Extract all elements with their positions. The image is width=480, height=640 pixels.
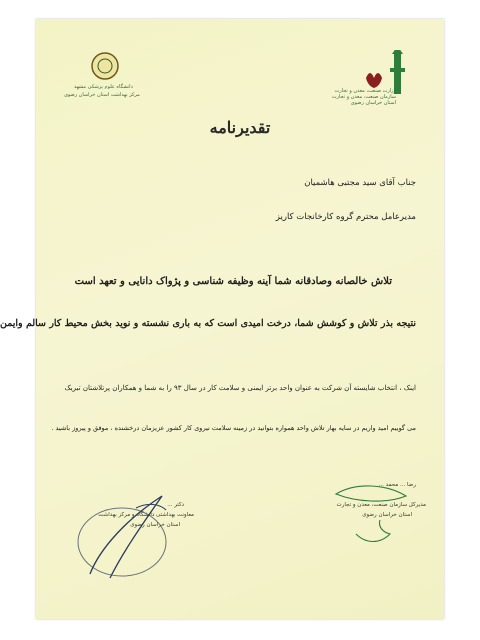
right-signature-stamp <box>326 476 476 566</box>
right-signer-title: مدیرکل سازمان صنعت، معدن و تجارت <box>336 502 426 508</box>
left-signer-name: دکتر ... <box>167 502 184 508</box>
recipient-name: جناب آقای سید مجتبی هاشمیان <box>304 178 416 188</box>
right-org-line3: استان خراسان رضوی <box>350 100 396 106</box>
left-org-line2: مرکز بهداشت استان خراسان رضوی <box>64 92 140 98</box>
body-line-2: نتیجه بذر تلاش و کوشش شما، درخت امیدی است که به باری نشسته و نوید بخش محیط کار سالم وایمن <box>0 318 416 329</box>
body-line-3: اینک ، انتخاب شایسته آن شرکت به عنوان واحد برتر ایمنی و سلامت کار در سال ۹۳ را به شما و همکاران پرتلاشتان تبریک <box>64 384 416 392</box>
right-signer-name: رضا ... محمد ... <box>378 482 416 488</box>
left-signer-title: معاونت بهداشتی دانشگاه و مرکز بهداشت <box>98 512 194 518</box>
left-signature-block <box>66 488 216 568</box>
right-signer-province: استان خراسان رضوی <box>362 512 412 518</box>
left-org-line1: دانشگاه علوم پزشکی مشهد <box>74 84 133 90</box>
certificate-title: تقدیرنامه <box>209 118 271 137</box>
ministry-logo <box>331 50 416 110</box>
left-signature-stamp <box>66 488 216 588</box>
right-signature-block <box>326 476 476 556</box>
body-line-4: می گوییم امید واریم در سایه بهار تلاش واحد همواره بتوانید در زمینه سلامت نیروی کار کشور عزیزمان درخشنده ، موفق و پیروز باشید . <box>51 424 416 432</box>
body-line-1: تلاش خالصانه وصادقانه شما آینه وظیفه شناسی و پژواک دانایی و تعهد است <box>74 276 392 287</box>
left-signer-province: استان خراسان رضوی <box>130 522 180 528</box>
recipient-position: مدیرعامل محترم گروه کارخانجات کاریز <box>275 212 416 222</box>
right-org-line1: وزارت صنعت، معدن و تجارت <box>334 88 396 94</box>
university-logo <box>62 48 148 108</box>
university-seal-icon <box>62 48 148 88</box>
right-org-line2: سازمان صنعت، معدن و تجارت <box>331 94 396 100</box>
